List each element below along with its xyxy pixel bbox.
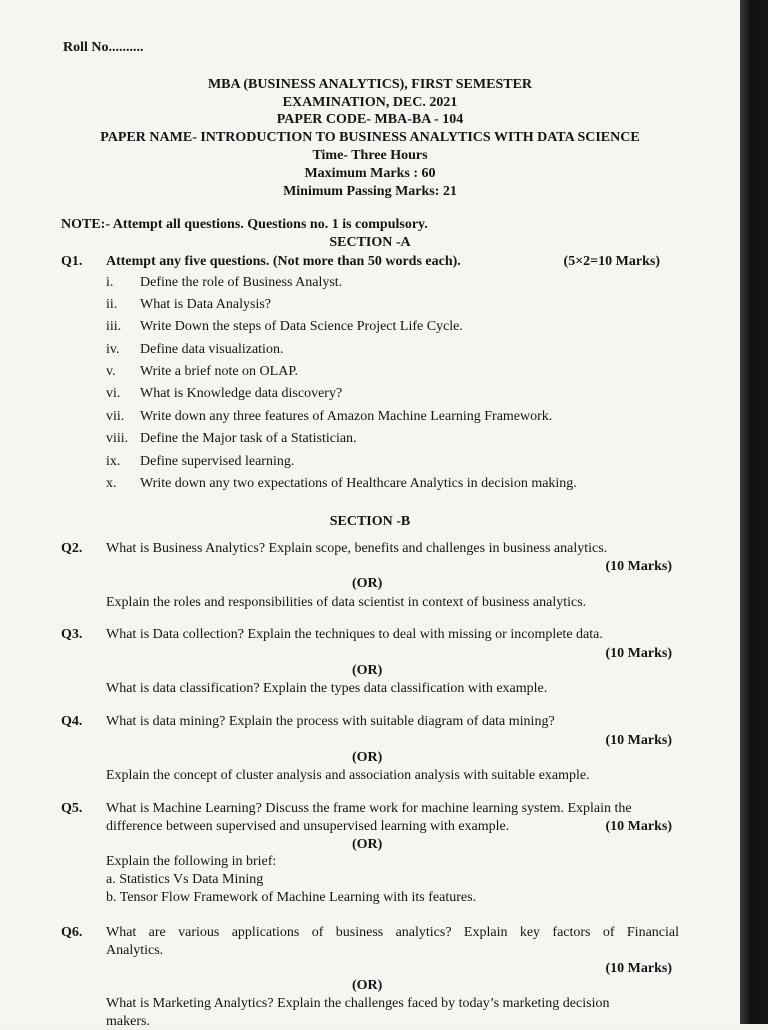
alternative-part-a: a. Statistics Vs Data Mining [106, 872, 264, 887]
question-text-line-2: Analytics. [106, 943, 164, 958]
list-item: ix. Define supervised learning. [106, 454, 295, 469]
or-separator: (OR) [352, 750, 383, 765]
question-text: Attempt any five questions. (Not more than 50 words each). [106, 254, 461, 269]
list-item: viii. Define the Major task of a Statistician. [106, 431, 357, 446]
program-title: MBA (BUSINESS ANALYTICS), FIRST SEMESTER [207, 77, 533, 92]
section-b-title: SECTION -B [329, 514, 411, 529]
question-text: What is data mining? Explain the process with suitable diagram of data mining? [106, 714, 555, 729]
alternative-question-line-2: makers. [106, 1014, 150, 1029]
question-number: Q4. [61, 714, 83, 729]
or-separator: (OR) [352, 978, 383, 993]
exam-title: EXAMINATION, DEC. 2021 [282, 95, 458, 110]
instructions-note: NOTE:- Attempt all questions. Questions no. 1 is compulsory. [61, 217, 428, 232]
list-item: x. Write down any two expectations of Healthcare Analytics in decision making. [106, 476, 577, 491]
or-separator: (OR) [352, 837, 383, 852]
question-number: Q6. [61, 925, 83, 940]
or-separator: (OR) [352, 576, 383, 591]
alternative-question: What is data classification? Explain the types data classification with example. [106, 681, 548, 696]
exam-time: Time- Three Hours [312, 148, 428, 163]
list-item: iii. Write Down the steps of Data Science Project Life Cycle. [106, 319, 463, 334]
question-marks: (5×2=10 Marks) [563, 254, 660, 269]
question-text-line-2: difference between supervised and unsupervised learning with example. [106, 819, 510, 834]
list-item: vi. What is Knowledge data discovery? [106, 386, 343, 401]
question-text: What is Data collection? Explain the techniques to deal with missing or incomplete data. [106, 627, 603, 642]
question-number: Q1. [61, 254, 83, 269]
min-marks: Minimum Passing Marks: 21 [283, 184, 457, 199]
question-marks: (10 Marks) [605, 646, 672, 661]
list-item: v. Write a brief note on OLAP. [106, 364, 299, 379]
question-number: Q5. [61, 801, 83, 816]
max-marks: Maximum Marks : 60 [304, 166, 436, 181]
question-text-line-1: What are various applications of business analytics? Explain key factors of Financial [106, 925, 679, 940]
alternative-part-b: b. Tensor Flow Framework of Machine Learning with its features. [106, 890, 477, 905]
question-marks: (10 Marks) [605, 819, 672, 834]
alternative-question: Explain the concept of cluster analysis and association analysis with suitable example. [106, 768, 590, 783]
list-item: ii. What is Data Analysis? [106, 297, 272, 312]
list-item: i. Define the role of Business Analyst. [106, 275, 343, 290]
question-text: What is Business Analytics? Explain scope, benefits and challenges in business analytics. [106, 541, 608, 556]
section-a-title: SECTION -A [329, 235, 411, 250]
question-number: Q3. [61, 627, 83, 642]
question-number: Q2. [61, 541, 83, 556]
scan-dark-edge [740, 0, 768, 1024]
question-marks: (10 Marks) [605, 733, 672, 748]
or-separator: (OR) [352, 663, 383, 678]
paper-name: PAPER NAME- INTRODUCTION TO BUSINESS ANALYTICS WITH DATA SCIENCE [100, 130, 640, 145]
alternative-question-line-1: What is Marketing Analytics? Explain the challenges faced by today’s marketing decision [106, 996, 610, 1011]
alternative-question: Explain the roles and responsibilities of data scientist in context of business analytics. [106, 595, 587, 610]
alternative-intro: Explain the following in brief: [106, 854, 277, 869]
question-marks: (10 Marks) [605, 961, 672, 976]
list-item: iv. Define data visualization. [106, 342, 284, 357]
paper-code: PAPER CODE- MBA-BA - 104 [276, 112, 464, 127]
question-text-line-1: What is Machine Learning? Discuss the frame work for machine learning system. Explain the [106, 801, 632, 816]
roll-number: Roll No.......... [63, 40, 144, 55]
list-item: vii. Write down any three features of Amazon Machine Learning Framework. [106, 409, 553, 424]
question-marks: (10 Marks) [605, 559, 672, 574]
